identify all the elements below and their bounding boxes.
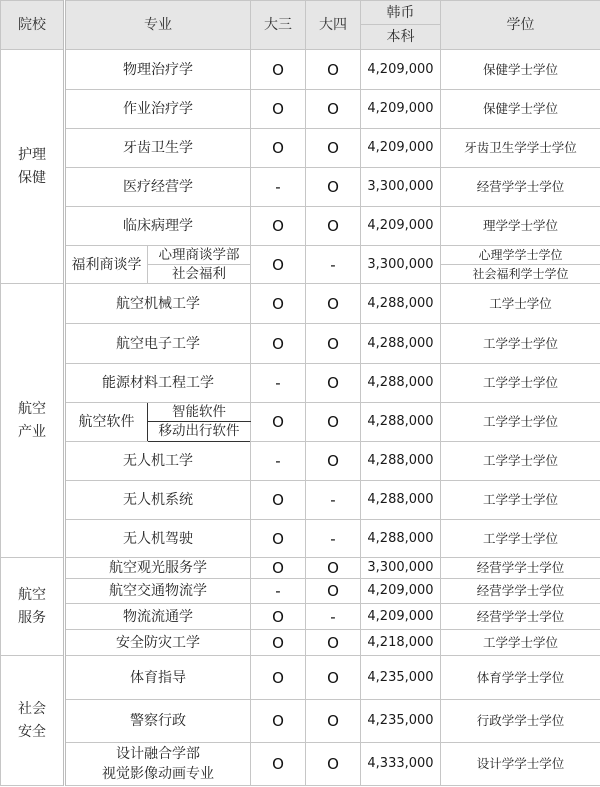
tuition-cell: 4,209,000 (361, 604, 441, 630)
senior-year-mark: - (306, 481, 361, 520)
tuition-cell: 4,288,000 (361, 364, 441, 403)
tuition-cell: 4,288,000 (361, 520, 441, 558)
tuition-cell: 4,288,000 (361, 442, 441, 481)
major-cell: 航空机械工学 (65, 284, 251, 324)
junior-year-mark: O (251, 324, 306, 364)
major-cell: 航空观光服务学 (65, 558, 251, 579)
major-cell: 安全防灾工学 (65, 630, 251, 656)
major-cell: 航空电子工学 (65, 324, 251, 364)
junior-year-mark: - (251, 168, 306, 207)
degree-cell: 工学学士学位 (441, 442, 600, 481)
sub-major-cell: 社会福利 (148, 265, 251, 284)
table-header (1, 1, 600, 50)
major-cell: 临床病理学 (65, 207, 251, 246)
header-undergrad: 本科 (361, 25, 441, 50)
major-cell: 体育指导 (65, 656, 251, 700)
table-row (1, 481, 600, 520)
major-cell (65, 743, 251, 786)
degree-cell: 工学学士学位 (441, 403, 600, 442)
degree-cell: 工学学士学位 (441, 520, 600, 558)
degree-cell: 工学士学位 (441, 284, 600, 324)
degree-cell: 行政学学士学位 (441, 700, 600, 743)
junior-year-mark: O (251, 284, 306, 324)
table-row (1, 90, 600, 129)
junior-year-mark: O (251, 743, 306, 786)
tuition-cell: 4,218,000 (361, 630, 441, 656)
tuition-cell: 4,288,000 (361, 324, 441, 364)
senior-year-mark: O (306, 90, 361, 129)
junior-year-mark: O (251, 604, 306, 630)
major-cell: 牙齿卫生学 (65, 129, 251, 168)
major-cell: 能源材料工程工学 (65, 364, 251, 403)
header-currency: 韩币 (361, 1, 441, 25)
header-senior-year: 大四 (306, 1, 361, 50)
degree-cell: 经营学学士学位 (441, 579, 600, 604)
tuition-cell: 4,288,000 (361, 481, 441, 520)
senior-year-mark: O (306, 656, 361, 700)
degree-cell: 保健学士学位 (441, 50, 600, 90)
junior-year-mark: O (251, 90, 306, 129)
junior-year-mark: O (251, 246, 306, 284)
table-row (1, 324, 600, 364)
junior-year-mark: - (251, 579, 306, 604)
senior-year-mark: O (306, 558, 361, 579)
college-group-line: 航空 (18, 400, 46, 417)
senior-year-mark: O (306, 207, 361, 246)
sub-major-cell: 心理商谈学部 (148, 246, 251, 265)
major-cell: 警察行政 (65, 700, 251, 743)
major-cell: 无人机驾驶 (65, 520, 251, 558)
senior-year-mark: O (306, 50, 361, 90)
college-group-line: 服务 (18, 609, 46, 626)
tuition-cell: 4,209,000 (361, 129, 441, 168)
college-group-label (1, 558, 65, 656)
degree-cell: 保健学士学位 (441, 90, 600, 129)
senior-year-mark: O (306, 324, 361, 364)
tuition-cell: 4,288,000 (361, 403, 441, 442)
table-row (1, 743, 600, 786)
major-cell: 航空交通物流学 (65, 579, 251, 604)
table-row (1, 630, 600, 656)
junior-year-mark: O (251, 481, 306, 520)
junior-year-mark: - (251, 442, 306, 481)
header-major: 专业 (65, 1, 251, 50)
junior-year-mark: O (251, 520, 306, 558)
college-group-line: 产业 (18, 423, 46, 440)
college-group-line: 安全 (18, 723, 46, 740)
junior-year-mark: O (251, 630, 306, 656)
degree-cell: 经营学学士学位 (441, 558, 600, 579)
degree-cell: 经营学学士学位 (441, 168, 600, 207)
senior-year-mark: O (306, 284, 361, 324)
table-row (1, 284, 600, 324)
junior-year-mark: O (251, 50, 306, 90)
table-row (1, 579, 600, 604)
degree-cell: 工学学士学位 (441, 630, 600, 656)
degree-cell: 设计学学士学位 (441, 743, 600, 786)
tuition-cell: 4,209,000 (361, 50, 441, 90)
header-college: 院校 (1, 1, 65, 50)
senior-year-mark: O (306, 403, 361, 442)
senior-year-mark: O (306, 442, 361, 481)
college-group-line: 护理 (18, 146, 46, 163)
table-row (1, 129, 600, 168)
major-cell: 航空软件 (65, 403, 148, 442)
major-cell: 作业治疗学 (65, 90, 251, 129)
senior-year-mark: O (306, 129, 361, 168)
college-group-line: 航空 (18, 586, 46, 603)
senior-year-mark: - (306, 604, 361, 630)
header-row (1, 1, 600, 25)
table-row (1, 700, 600, 743)
table-row (1, 442, 600, 481)
tuition-cell: 4,209,000 (361, 579, 441, 604)
major-cell: 物理治疗学 (65, 50, 251, 90)
major-cell: 无人机系统 (65, 481, 251, 520)
senior-year-mark: O (306, 364, 361, 403)
table-row (1, 168, 600, 207)
college-group-label (1, 50, 65, 284)
junior-year-mark: O (251, 656, 306, 700)
major-line: 设计融合学部 (116, 746, 200, 762)
sub-major-cell: 智能软件 (148, 403, 251, 422)
table-row (1, 207, 600, 246)
senior-year-mark: O (306, 168, 361, 207)
junior-year-mark: - (251, 364, 306, 403)
table-row (1, 50, 600, 90)
college-group-label (1, 284, 65, 558)
senior-year-mark: O (306, 743, 361, 786)
major-cell: 无人机工学 (65, 442, 251, 481)
junior-year-mark: O (251, 403, 306, 442)
tuition-cell: 4,235,000 (361, 656, 441, 700)
college-group-label (1, 656, 65, 786)
junior-year-mark: O (251, 700, 306, 743)
junior-year-mark: O (251, 207, 306, 246)
table-row (1, 656, 600, 700)
tuition-cell: 4,333,000 (361, 743, 441, 786)
tuition-cell: 4,235,000 (361, 700, 441, 743)
senior-year-mark: - (306, 520, 361, 558)
degree-cell: 理学学士学位 (441, 207, 600, 246)
degree-cell: 工学学士学位 (441, 324, 600, 364)
junior-year-mark: O (251, 129, 306, 168)
header-junior-year: 大三 (251, 1, 306, 50)
junior-year-mark: O (251, 558, 306, 579)
tuition-cell: 3,300,000 (361, 168, 441, 207)
tuition-cell: 4,209,000 (361, 207, 441, 246)
header-degree: 学位 (441, 1, 600, 50)
table-row (1, 558, 600, 579)
major-line: 视觉影像动画专业 (102, 766, 214, 782)
table-row (1, 604, 600, 630)
college-group-line: 保健 (18, 169, 46, 186)
degree-cell: 体育学学士学位 (441, 656, 600, 700)
senior-year-mark: - (306, 246, 361, 284)
degree-cell: 工学学士学位 (441, 481, 600, 520)
degree-cell: 心理学学士学位 (441, 246, 600, 265)
table-row (1, 520, 600, 558)
senior-year-mark: O (306, 579, 361, 604)
senior-year-mark: O (306, 700, 361, 743)
tuition-cell: 3,300,000 (361, 246, 441, 284)
degree-cell: 工学学士学位 (441, 364, 600, 403)
table-row (1, 364, 600, 403)
senior-year-mark: O (306, 630, 361, 656)
degree-cell: 牙齿卫生学学士学位 (441, 129, 600, 168)
tuition-cell: 4,288,000 (361, 284, 441, 324)
table-row (1, 246, 600, 265)
major-cell: 物流流通学 (65, 604, 251, 630)
tuition-cell: 3,300,000 (361, 558, 441, 579)
sub-major-cell: 移动出行软件 (148, 422, 251, 442)
major-cell: 医疗经营学 (65, 168, 251, 207)
table-row (1, 403, 600, 422)
degree-cell: 经营学学士学位 (441, 604, 600, 630)
tuition-cell: 4,209,000 (361, 90, 441, 129)
major-cell: 福利商谈学 (65, 246, 148, 284)
degree-cell: 社会福利学士学位 (441, 265, 600, 284)
college-group-line: 社会 (18, 700, 46, 717)
